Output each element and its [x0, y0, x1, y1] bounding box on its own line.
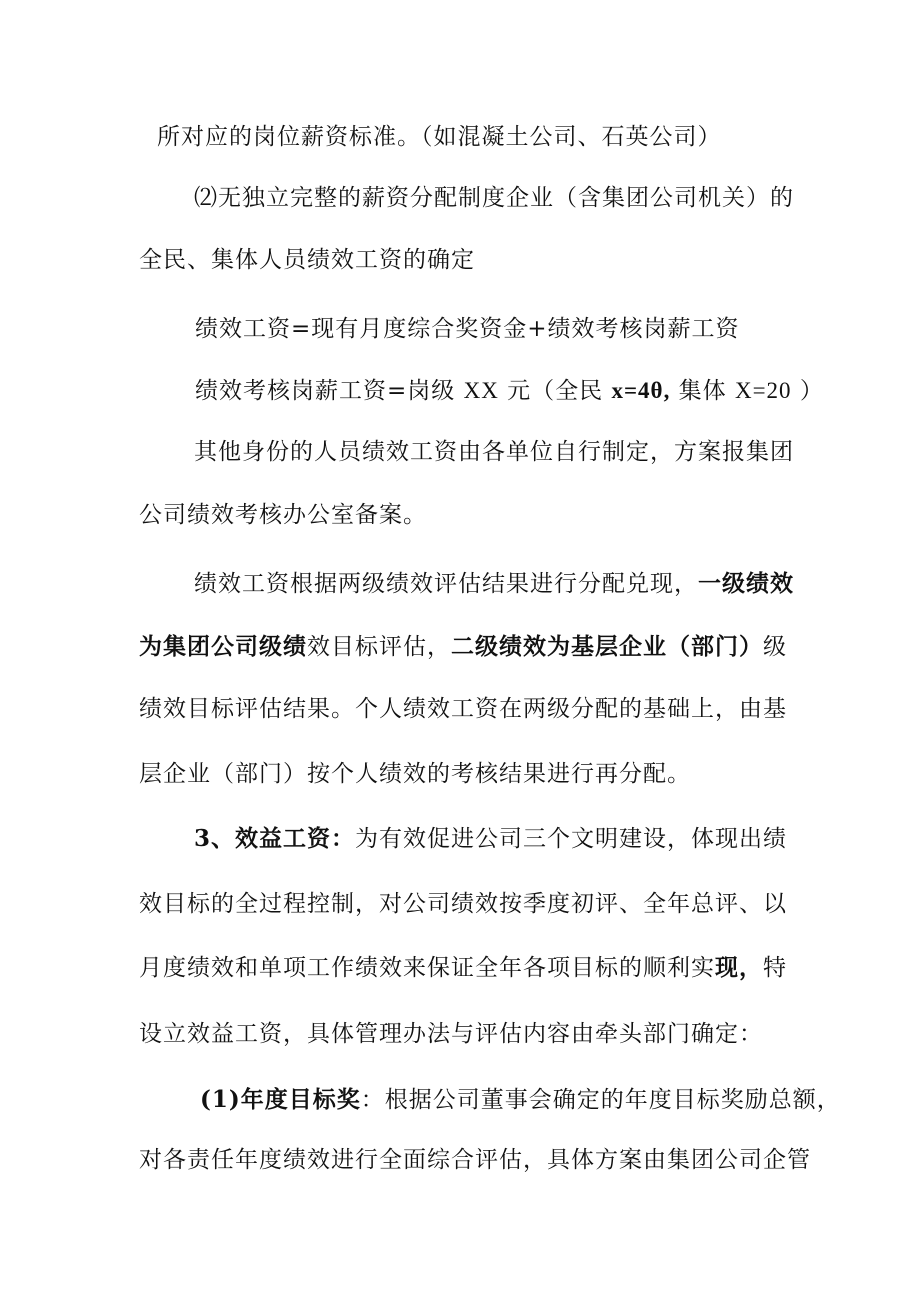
- section-heading-line: [194, 824, 920, 854]
- bold-text: 一级绩效: [698, 570, 794, 597]
- line-text: 绩效工资根据两级绩效评估结果进行分配兑现，: [194, 571, 698, 597]
- paragraph-line: [139, 245, 920, 275]
- line-text: 绩效目标评估结果。个人绩效工资在两级分配的基础上，由基: [139, 696, 787, 722]
- section-heading: 3、效益工资：: [194, 825, 356, 852]
- grade-placeholder: XX: [463, 378, 499, 403]
- line-text: ⑵无独立完整的薪资分配制度企业（含集团公司机关）的: [194, 185, 794, 211]
- paragraph-line: [194, 569, 920, 599]
- line-text: 集体: [678, 378, 727, 404]
- line-text: 绩效考核岗薪工资=岗级: [195, 378, 456, 404]
- line-text: 月度绩效和单项工作绩效来保证全年各项目标的顺利实: [139, 955, 715, 981]
- paragraph-line: [139, 759, 920, 789]
- paragraph-line: [139, 500, 920, 530]
- paragraph-line: [157, 122, 920, 152]
- line-text: 为有效促进公司三个文明建设，体现出绩: [355, 826, 788, 852]
- line-text: 所对应的岗位薪资标准。（如混凝土公司、石英公司）: [157, 124, 722, 150]
- line-text: 特: [763, 955, 787, 981]
- line-text: ：根据公司董事会确定的年度目标奖励总额，: [360, 1087, 841, 1113]
- line-text: 元（全民: [507, 378, 604, 404]
- paragraph-line: [139, 694, 920, 724]
- paragraph-line: [139, 632, 920, 662]
- paragraph-line: [139, 953, 920, 983]
- line-text: ）: [799, 378, 824, 404]
- line-text: 层企业（部门）按个人绩效的考核结果进行再分配。: [139, 761, 691, 787]
- bold-text: 二级绩效为基层企业（部门）: [451, 633, 763, 660]
- bold-text: 为集团公司级绩: [139, 633, 307, 660]
- line-text: 全民、集体人员绩效工资的确定: [139, 247, 475, 273]
- subsection-heading-line: [200, 1085, 920, 1115]
- line-text: 对各责任年度绩效进行全面综合评估，具体方案由集团公司企管: [139, 1147, 811, 1173]
- line-text: 效目标的全过程控制，对公司绩效按季度初评、全年总评、以: [139, 891, 787, 917]
- line-text: 绩效工资=现有月度综合奖资金+绩效考核岗薪工资: [195, 316, 740, 342]
- formula-line: [195, 376, 920, 406]
- paragraph-line: [194, 437, 920, 467]
- bold-text: 现，: [715, 954, 763, 981]
- formula-value: X=20: [734, 378, 792, 403]
- line-text: 级: [763, 634, 787, 660]
- paragraph-line: [194, 183, 920, 213]
- subsection-heading: (1)年度目标奖: [200, 1086, 361, 1113]
- paragraph-line: [139, 889, 920, 919]
- line-text: 公司绩效考核办公室备案。: [139, 502, 427, 528]
- paragraph-line: [139, 1145, 920, 1175]
- formula-value: x=4θ,: [611, 378, 671, 403]
- line-text: 其他身份的人员绩效工资由各单位自行制定，方案报集团: [194, 439, 794, 465]
- line-text: 效目标评估，: [307, 634, 451, 660]
- paragraph-line: [139, 1019, 920, 1049]
- line-text: 设立效益工资，具体管理办法与评估内容由牵头部门确定：: [139, 1021, 763, 1047]
- formula-line: [195, 314, 920, 344]
